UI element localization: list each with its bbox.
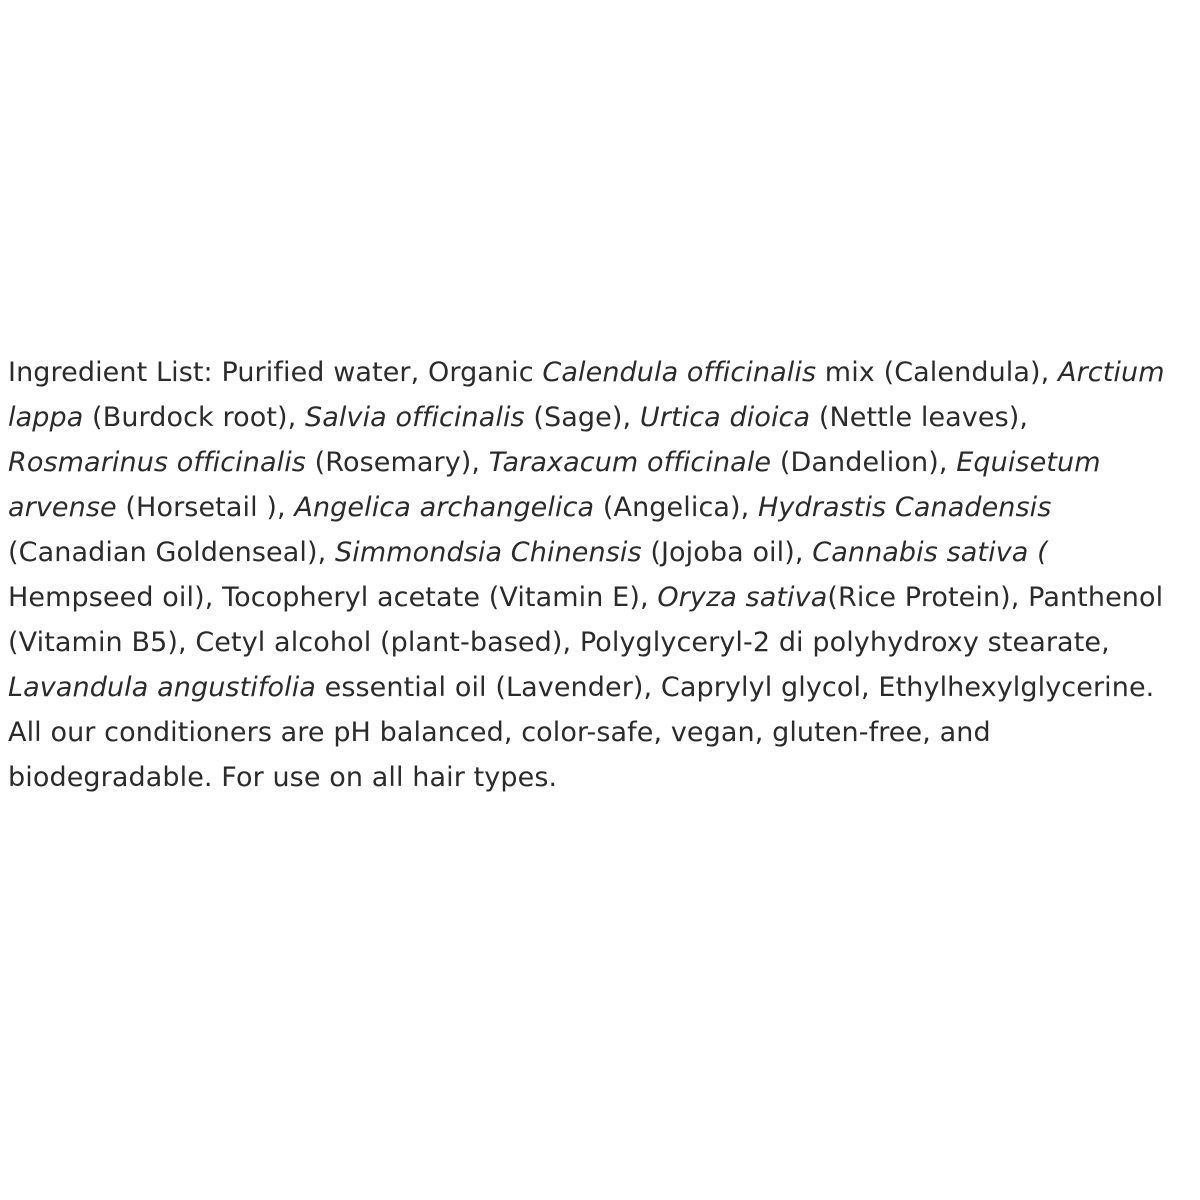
ingredient-latin-name: Urtica dioica	[639, 402, 811, 433]
ingredient-latin-name: Arctium lappa	[8, 357, 1165, 433]
ingredient-segment: (Sage),	[524, 402, 640, 433]
ingredient-segment: (Rosemary),	[305, 447, 489, 478]
ingredient-latin-name: Simmondsia Chinensis	[335, 537, 642, 568]
ingredient-segment: (Rice Protein), Panthenol (Vitamin B5), Cetyl alcohol (plant-based), Polyglyceryl-2 di polyhydroxy stearate,	[8, 582, 1164, 658]
ingredient-latin-name: Taraxacum officinale	[488, 447, 772, 478]
ingredient-list	[8, 350, 1188, 710]
ingredient-description	[8, 350, 1188, 800]
ingredient-segment: Ingredient List: Purified water, Organic	[8, 357, 543, 388]
ingredient-segment: (Canadian Goldenseal),	[8, 537, 335, 568]
ingredient-segment: Hempseed oil), Tocopheryl acetate (Vitamin E),	[8, 582, 658, 613]
ingredient-latin-name: Lavandula angustifolia	[8, 672, 316, 703]
ingredient-segment: essential oil (Lavender), Caprylyl glycol, Ethylhexylglycerine.	[315, 672, 1155, 703]
ingredient-latin-name: Rosmarinus officinalis	[8, 447, 306, 478]
ingredient-segment: (Jojoba oil),	[641, 537, 813, 568]
ingredient-segment: (Dandelion),	[771, 447, 957, 478]
ingredient-latin-name: Equisetum arvense	[8, 447, 1101, 523]
ingredient-segment: (Burdock root),	[83, 402, 306, 433]
ingredient-latin-name: Angelica archangelica	[294, 492, 595, 523]
ingredient-latin-name: Calendula officinalis	[542, 357, 817, 388]
ingredient-latin-name: Oryza sativa	[657, 582, 828, 613]
ingredient-segment: mix (Calendula),	[816, 357, 1059, 388]
ingredient-latin-name: Hydrastis Canadensis	[758, 492, 1052, 523]
ingredient-segment: (Nettle leaves),	[810, 402, 1029, 433]
ingredient-segment: (Horsetail ),	[116, 492, 295, 523]
ingredient-latin-name: Cannabis sativa (	[812, 537, 1048, 568]
product-note: All our conditioners are pH balanced, color-safe, vegan, gluten-free, and biodegradable. For use on all hair types.	[8, 717, 991, 793]
ingredient-latin-name: Salvia officinalis	[305, 402, 525, 433]
ingredient-segment: (Angelica),	[594, 492, 759, 523]
